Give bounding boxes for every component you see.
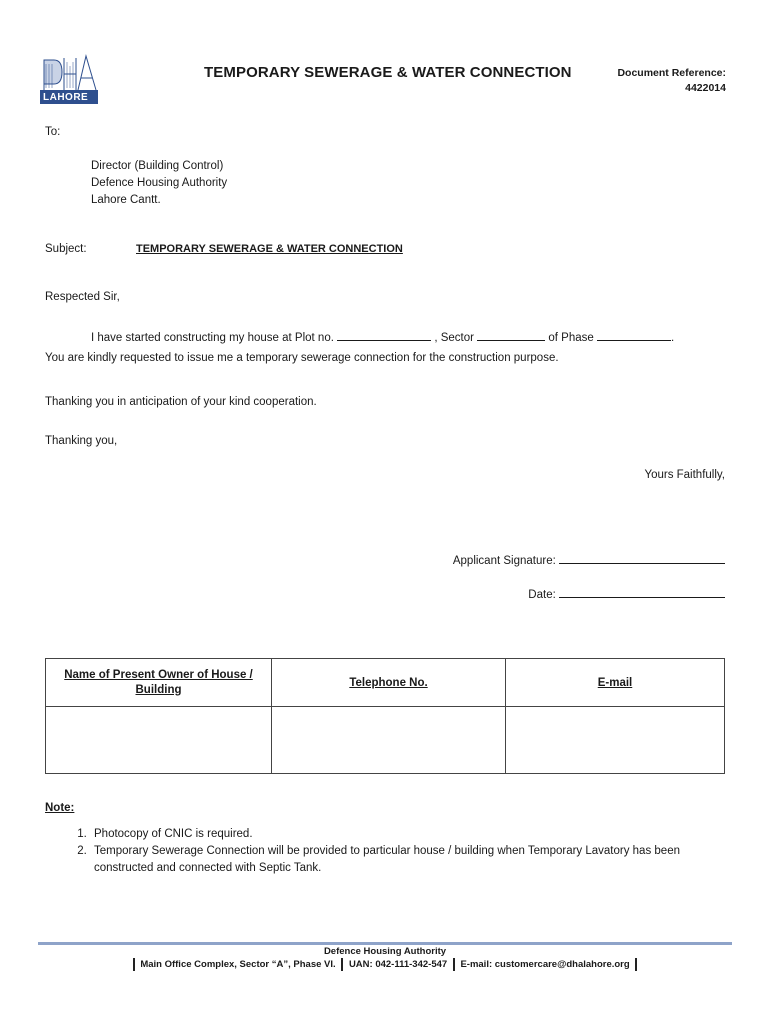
dha-logo <box>40 52 98 104</box>
footer-email[interactable]: E-mail: customercare@dhalahore.org <box>460 959 630 971</box>
logo-band <box>40 90 98 104</box>
subject-text: TEMPORARY SEWERAGE & WATER CONNECTION <box>136 243 403 255</box>
subject-label: Subject: <box>45 243 87 255</box>
table-row <box>46 707 725 774</box>
to-label: To: <box>45 126 61 138</box>
signature-label: Applicant Signature: <box>452 555 556 567</box>
thanks-line-1: Thanking you in anticipation of your kind cooperation. <box>45 396 317 408</box>
sector-field[interactable] <box>477 330 545 341</box>
divider-bar <box>341 958 343 971</box>
email-cell[interactable] <box>506 707 725 774</box>
phase-field[interactable] <box>597 330 671 341</box>
body-text: of Phase <box>548 332 594 344</box>
body-paragraph-2: You are kindly requested to issue me a temporary sewerage connection for the construction purpose. <box>45 352 559 364</box>
footer-org: Defence Housing Authority <box>323 946 447 957</box>
divider-bar <box>453 958 455 971</box>
plot-no-field[interactable] <box>337 330 431 341</box>
address-line: Director (Building Control) <box>91 160 224 172</box>
closing: Yours Faithfully, <box>644 469 725 481</box>
recipient-address <box>91 158 227 209</box>
dha-logo-mark <box>40 52 98 92</box>
document-reference <box>617 66 726 96</box>
footer-contact <box>0 958 770 971</box>
note-heading: Note: <box>45 802 75 814</box>
signature-row <box>453 553 725 567</box>
list-item: 1. Photocopy of CNIC is required. <box>90 826 730 843</box>
salutation: Respected Sir, <box>45 291 120 303</box>
divider-bar <box>635 958 637 971</box>
body-text: , Sector <box>434 332 474 344</box>
address-line: Defence Housing Authority <box>91 177 228 189</box>
owner-name-cell[interactable] <box>46 707 272 774</box>
date-field[interactable] <box>559 587 725 598</box>
page-title: TEMPORARY SEWERAGE & WATER CONNECTION <box>204 64 572 81</box>
owner-name-header: Name of Present Owner of House / Building <box>46 659 272 707</box>
footer-address: Main Office Complex, Sector “A”, Phase VI. <box>140 959 336 971</box>
body-text: . <box>670 332 675 344</box>
doc-ref-value: 4422014 <box>685 82 726 94</box>
telephone-header: Telephone No. <box>272 659 506 707</box>
doc-ref-label: Document Reference: <box>617 67 726 79</box>
email-header: E-mail <box>506 659 725 707</box>
telephone-cell[interactable] <box>272 707 506 774</box>
footer-divider <box>38 942 732 945</box>
body-paragraph-1 <box>91 330 674 344</box>
signature-field[interactable] <box>559 553 725 564</box>
address-line: Lahore Cantt. <box>91 194 161 206</box>
list-item: 2. Temporary Sewerage Connection will be provided to particular house / building when Temporary Lavatory has been constructed and connected with Septic Tank. <box>90 843 730 877</box>
date-label: Date: <box>528 589 556 601</box>
table-header-row <box>46 659 725 707</box>
body-text: I have started constructing my house at Plot no. <box>91 332 334 344</box>
owner-info-table <box>45 658 725 774</box>
date-row <box>528 587 725 601</box>
logo-text: LAHORE <box>43 92 89 103</box>
thanks-line-2: Thanking you, <box>45 435 118 447</box>
notes-list <box>45 826 730 877</box>
divider-bar <box>133 958 135 971</box>
footer-uan: UAN: 042-111-342-547 <box>348 959 448 971</box>
